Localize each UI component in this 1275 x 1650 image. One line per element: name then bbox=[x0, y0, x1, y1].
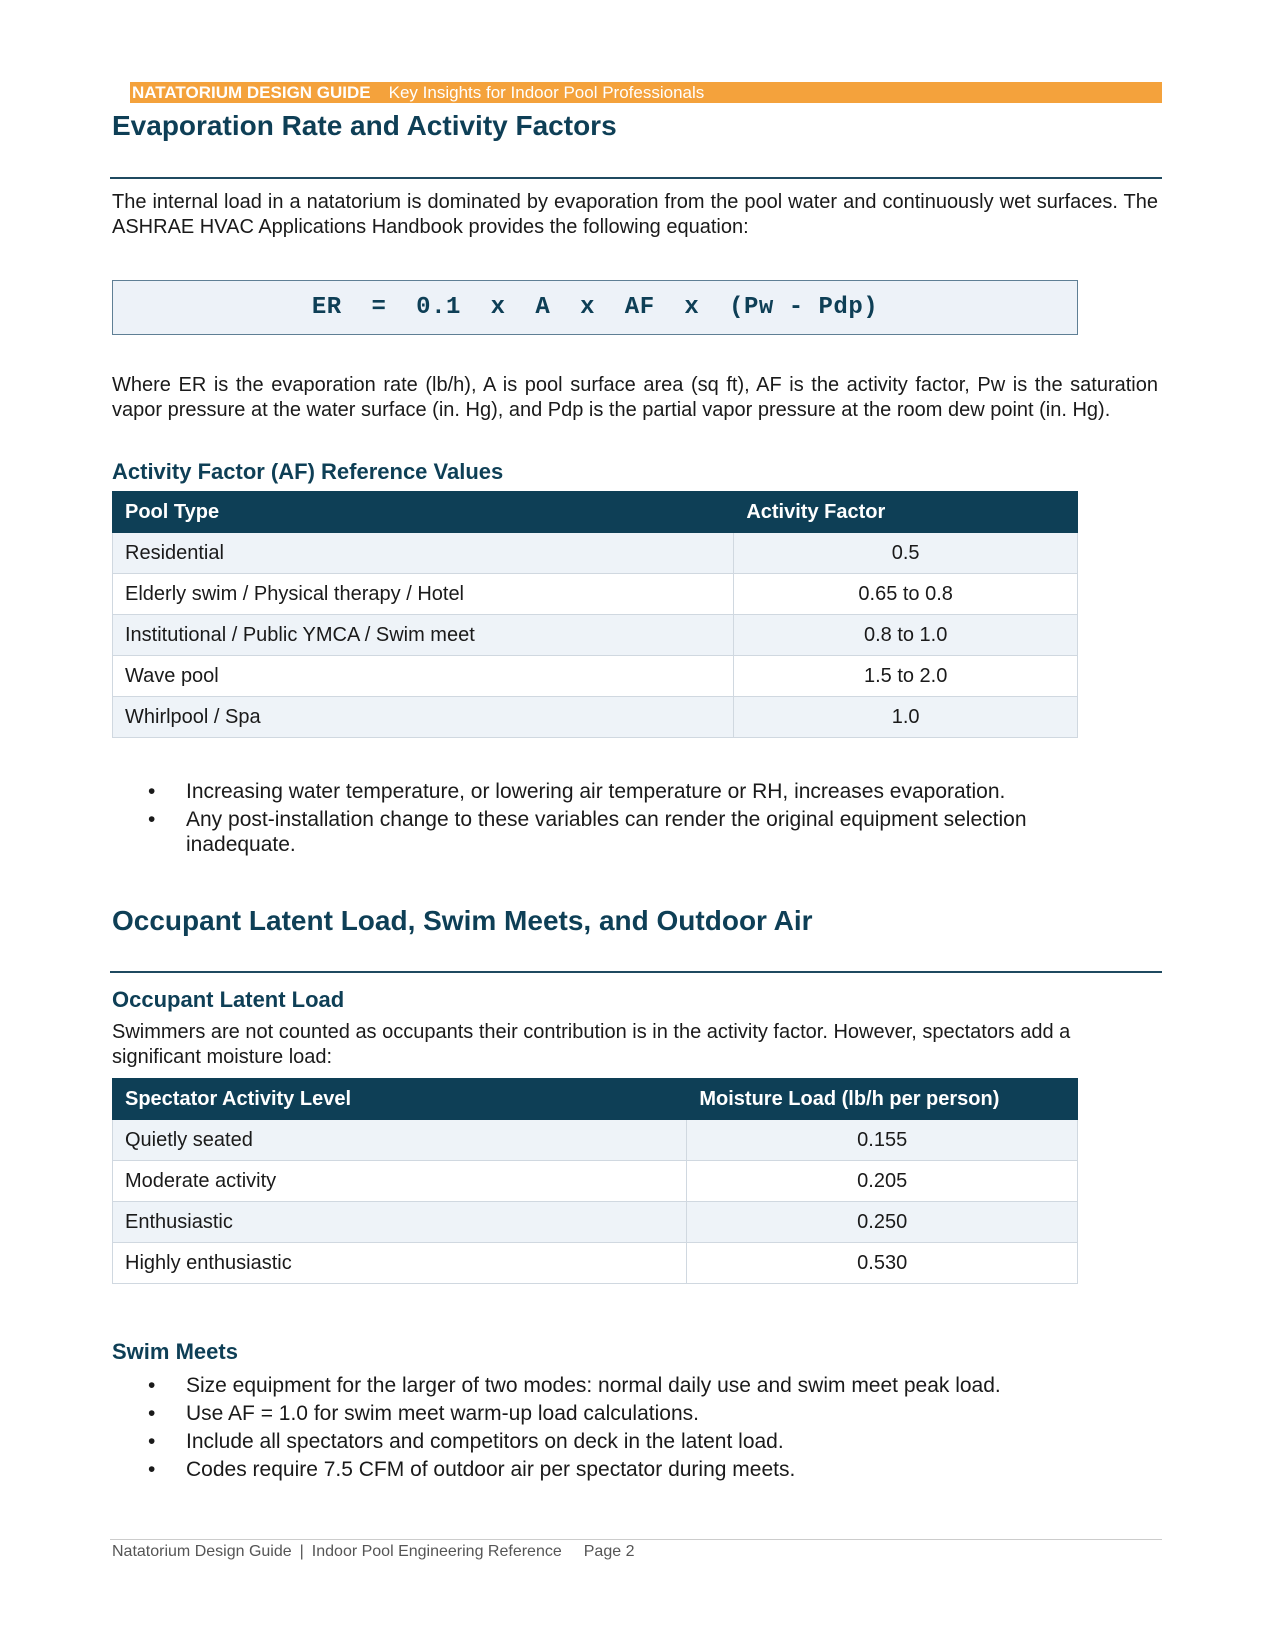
activity-level-cell: Enthusiastic bbox=[113, 1202, 687, 1243]
latent-load-title: Occupant Latent Load bbox=[112, 987, 345, 1012]
latent-load-paragraph: Swimmers are not counted as occupants their contribution is in the activity factor. However, spectators add a significant moisture load: bbox=[112, 1021, 1071, 1068]
table-row bbox=[113, 1202, 1078, 1243]
activity-level-cell: Quietly seated bbox=[113, 1120, 687, 1161]
moisture-load-cell: 0.205 bbox=[687, 1161, 1078, 1202]
af-table-title: Activity Factor (AF) Reference Values bbox=[112, 459, 504, 484]
footer-separator: | bbox=[299, 1543, 304, 1560]
section-divider bbox=[110, 177, 1162, 179]
pool-type-cell: Institutional / Public YMCA / Swim meet bbox=[113, 615, 734, 656]
column-header: Pool Type bbox=[113, 492, 734, 533]
pool-type-cell: Elderly swim / Physical therapy / Hotel bbox=[113, 574, 734, 615]
page-number: Page 2 bbox=[583, 1543, 635, 1560]
table-row bbox=[113, 1120, 1078, 1161]
activity-level-cell: Moderate activity bbox=[113, 1161, 687, 1202]
evaporation-bullets bbox=[112, 779, 1112, 860]
list-item: • Codes require 7.5 CFM of outdoor air per spectator during meets. bbox=[112, 1457, 1112, 1482]
footer-reference: Indoor Pool Engineering Reference bbox=[311, 1543, 562, 1560]
header-tagline: Key Insights for Indoor Pool Professionals bbox=[388, 83, 705, 102]
section-title-evaporation: Evaporation Rate and Activity Factors bbox=[112, 110, 617, 141]
moisture-load-cell: 0.250 bbox=[687, 1202, 1078, 1243]
pool-type-cell: Residential bbox=[113, 533, 734, 574]
swim-meets-title: Swim Meets bbox=[112, 1339, 238, 1364]
column-header: Moisture Load (lb/h per person) bbox=[687, 1079, 1078, 1120]
activity-factor-cell: 0.8 to 1.0 bbox=[734, 615, 1078, 656]
equation-box: ER = 0.1 x A x AF x (Pw - Pdp) bbox=[112, 280, 1078, 335]
activity-factor-table bbox=[112, 491, 1078, 738]
page-footer bbox=[112, 1543, 634, 1561]
table-row bbox=[113, 1243, 1078, 1284]
equation-definition: Where ER is the evaporation rate (lb/h), A is pool surface area (sq ft), AF is the activity factor, Pw is the saturation vapor pressure at the water surface (in. Hg), and Pdp is the partial vapor pressure at the room dew point (in. Hg). bbox=[112, 374, 1158, 421]
list-item: • Use AF = 1.0 for swim meet warm-up load calculations. bbox=[112, 1401, 1112, 1426]
pool-type-cell: Whirlpool / Spa bbox=[113, 697, 734, 738]
table-row bbox=[113, 533, 1078, 574]
list-item: • Include all spectators and competitors on deck in the latent load. bbox=[112, 1429, 1112, 1454]
list-item: • Size equipment for the larger of two modes: normal daily use and swim meet peak load. bbox=[112, 1373, 1112, 1398]
table-row bbox=[113, 656, 1078, 697]
spectator-moisture-table bbox=[112, 1078, 1078, 1284]
list-item: • Increasing water temperature, or lowering air temperature or RH, increases evaporation. bbox=[112, 779, 1112, 804]
pool-type-cell: Wave pool bbox=[113, 656, 734, 697]
activity-factor-cell: 0.5 bbox=[734, 533, 1078, 574]
activity-factor-cell: 1.5 to 2.0 bbox=[734, 656, 1078, 697]
footer-doc-title: Natatorium Design Guide bbox=[112, 1543, 292, 1560]
list-item: • Any post-installation change to these variables can render the original equipment selection inadequate. bbox=[112, 807, 1112, 857]
column-header: Activity Factor bbox=[734, 492, 1078, 533]
swim-meet-bullets bbox=[112, 1373, 1112, 1485]
header-brand: NATATORIUM DESIGN GUIDE bbox=[132, 83, 371, 102]
moisture-load-cell: 0.530 bbox=[687, 1243, 1078, 1284]
activity-factor-cell: 1.0 bbox=[734, 697, 1078, 738]
moisture-load-cell: 0.155 bbox=[687, 1120, 1078, 1161]
table-row bbox=[113, 697, 1078, 738]
footer-divider bbox=[110, 1539, 1162, 1540]
table-header-row bbox=[113, 492, 1078, 533]
activity-level-cell: Highly enthusiastic bbox=[113, 1243, 687, 1284]
section-title-occupant: Occupant Latent Load, Swim Meets, and Outdoor Air bbox=[112, 905, 813, 936]
table-row bbox=[113, 1161, 1078, 1202]
intro-paragraph: The internal load in a natatorium is dominated by evaporation from the pool water and continuously wet surfaces. The ASHRAE HVAC Applications Handbook provides the following equation: bbox=[112, 191, 1158, 238]
table-header-row bbox=[113, 1079, 1078, 1120]
table-row bbox=[113, 574, 1078, 615]
column-header: Spectator Activity Level bbox=[113, 1079, 687, 1120]
section-divider bbox=[110, 971, 1162, 973]
table-row bbox=[113, 615, 1078, 656]
activity-factor-cell: 0.65 to 0.8 bbox=[734, 574, 1078, 615]
header-band bbox=[130, 82, 1162, 103]
